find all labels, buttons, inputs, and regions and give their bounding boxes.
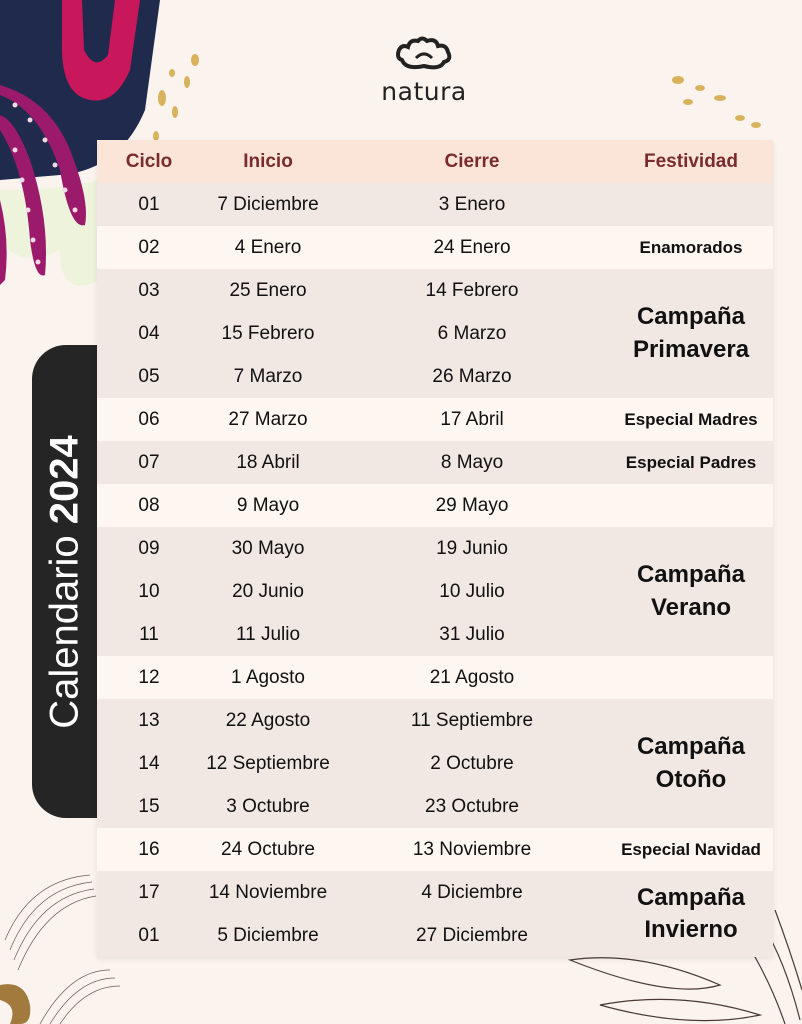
cell-cierre: 4 Diciembre	[421, 881, 523, 903]
cell-inicio: 11 Julio	[235, 623, 301, 645]
cell-inicio: 9 Mayo	[236, 494, 300, 516]
cycle-group	[97, 441, 773, 484]
cell-ciclo: 05	[138, 365, 160, 387]
calendar-title-label: Calendario	[42, 523, 87, 729]
cell-cierre: 13 Noviembre	[412, 838, 532, 860]
cycle-group	[97, 484, 773, 527]
cell-ciclo: 17	[138, 881, 160, 903]
cell-cierre: 17 Abril	[440, 408, 504, 430]
cell-cierre: 2 Octubre	[430, 752, 514, 774]
cell-cierre: 10 Julio	[439, 580, 505, 602]
cell-cierre: 24 Enero	[433, 236, 511, 258]
cell-inicio: 22 Agosto	[225, 709, 311, 731]
cycle-calendar-table	[97, 140, 773, 957]
cell-ciclo: 03	[138, 279, 160, 301]
table-row	[97, 269, 609, 312]
cell-ciclo: 08	[138, 494, 160, 516]
cycle-group	[97, 183, 773, 226]
cell-ciclo: 12	[138, 666, 160, 688]
cell-cierre: 26 Marzo	[432, 365, 512, 387]
natura-logo	[372, 36, 476, 106]
calendar-year-tab	[32, 345, 98, 818]
cell-inicio: 27 Marzo	[228, 408, 308, 430]
cell-ciclo: 01	[138, 193, 160, 215]
cell-cierre: 11 Septiembre	[410, 709, 534, 731]
table-row	[97, 742, 609, 785]
cell-ciclo: 16	[138, 838, 160, 860]
cell-inicio: 3 Octubre	[226, 795, 310, 817]
table-row	[97, 785, 609, 828]
cell-cierre: 8 Mayo	[440, 451, 504, 473]
cell-cierre: 3 Enero	[438, 193, 506, 215]
cell-festividad: Campaña Otoño	[636, 733, 746, 793]
cycle-group	[97, 871, 773, 957]
cell-ciclo: 09	[138, 537, 160, 559]
cell-festividad: Especial Padres	[625, 452, 757, 472]
cell-cierre: 27 Diciembre	[416, 924, 528, 946]
cell-inicio: 18 Abril	[236, 451, 300, 473]
cell-festividad: Campaña Primavera	[632, 303, 750, 363]
cycle-group	[97, 527, 773, 656]
cell-festividad: Especial Madres	[624, 409, 758, 429]
cycle-group	[97, 226, 773, 269]
cell-inicio: 30 Mayo	[231, 537, 305, 559]
header-ciclo: Ciclo	[125, 150, 173, 172]
table-row	[97, 656, 609, 699]
cell-inicio: 25 Enero	[229, 279, 307, 301]
cell-cierre: 21 Agosto	[429, 666, 515, 688]
header-inicio: Inicio	[243, 150, 293, 172]
cell-inicio: 7 Marzo	[233, 365, 303, 387]
cycle-group	[97, 828, 773, 871]
table-row	[97, 484, 609, 527]
cell-inicio: 24 Octubre	[221, 838, 315, 860]
cell-ciclo: 11	[139, 623, 159, 645]
cycle-group	[97, 699, 773, 828]
header-festividad: Festividad	[644, 150, 738, 172]
cell-cierre: 19 Junio	[436, 537, 508, 559]
cell-ciclo: 15	[138, 795, 160, 817]
cell-festividad	[609, 484, 773, 527]
table-row	[97, 699, 609, 742]
calendar-year: 2024	[42, 434, 87, 524]
cell-cierre: 31 Julio	[439, 623, 505, 645]
cell-cierre: 6 Marzo	[437, 322, 507, 344]
cell-festividad	[609, 183, 773, 226]
table-row	[97, 914, 609, 957]
cell-cierre: 23 Octubre	[425, 795, 519, 817]
cell-inicio: 15 Febrero	[221, 322, 315, 344]
natura-flower-icon	[394, 36, 454, 76]
calendar-title	[43, 435, 88, 729]
cell-inicio: 1 Agosto	[231, 666, 305, 688]
table-row	[97, 828, 609, 871]
cell-ciclo: 01	[138, 924, 160, 946]
cell-ciclo: 04	[138, 322, 160, 344]
cell-ciclo: 14	[138, 752, 160, 774]
cell-inicio: 4 Enero	[234, 236, 302, 258]
header-cierre: Cierre	[444, 150, 500, 172]
table-row	[97, 355, 609, 398]
table-row	[97, 226, 609, 269]
table-row	[97, 613, 609, 656]
cell-festividad: Enamorados	[639, 237, 743, 257]
table-row	[97, 527, 609, 570]
cell-festividad: Campaña Invierno	[636, 883, 746, 943]
table-row	[97, 312, 609, 355]
cell-inicio: 5 Diciembre	[217, 924, 319, 946]
cell-ciclo: 10	[138, 580, 160, 602]
cell-inicio: 12 Septiembre	[206, 752, 330, 774]
cell-cierre: 14 Febrero	[425, 279, 519, 301]
cell-festividad	[609, 656, 773, 699]
cell-ciclo: 07	[138, 451, 160, 473]
table-row	[97, 871, 609, 914]
cell-inicio: 7 Diciembre	[217, 193, 319, 215]
cycle-group	[97, 656, 773, 699]
cell-festividad: Especial Navidad	[621, 839, 761, 859]
cell-inicio: 20 Junio	[232, 580, 304, 602]
cell-inicio: 14 Noviembre	[208, 881, 328, 903]
brand-name: natura	[381, 77, 467, 106]
table-row	[97, 570, 609, 613]
cell-ciclo: 13	[138, 709, 160, 731]
cell-ciclo: 02	[138, 236, 160, 258]
table-header	[97, 140, 773, 183]
cell-ciclo: 06	[138, 408, 160, 430]
cell-cierre: 29 Mayo	[435, 494, 509, 516]
table-row	[97, 183, 609, 226]
cycle-group	[97, 269, 773, 398]
gold-dots-decoration-top-right	[660, 70, 770, 130]
table-row	[97, 441, 609, 484]
table-row	[97, 398, 609, 441]
cell-festividad: Campaña Verano	[636, 561, 746, 621]
cycle-group	[97, 398, 773, 441]
